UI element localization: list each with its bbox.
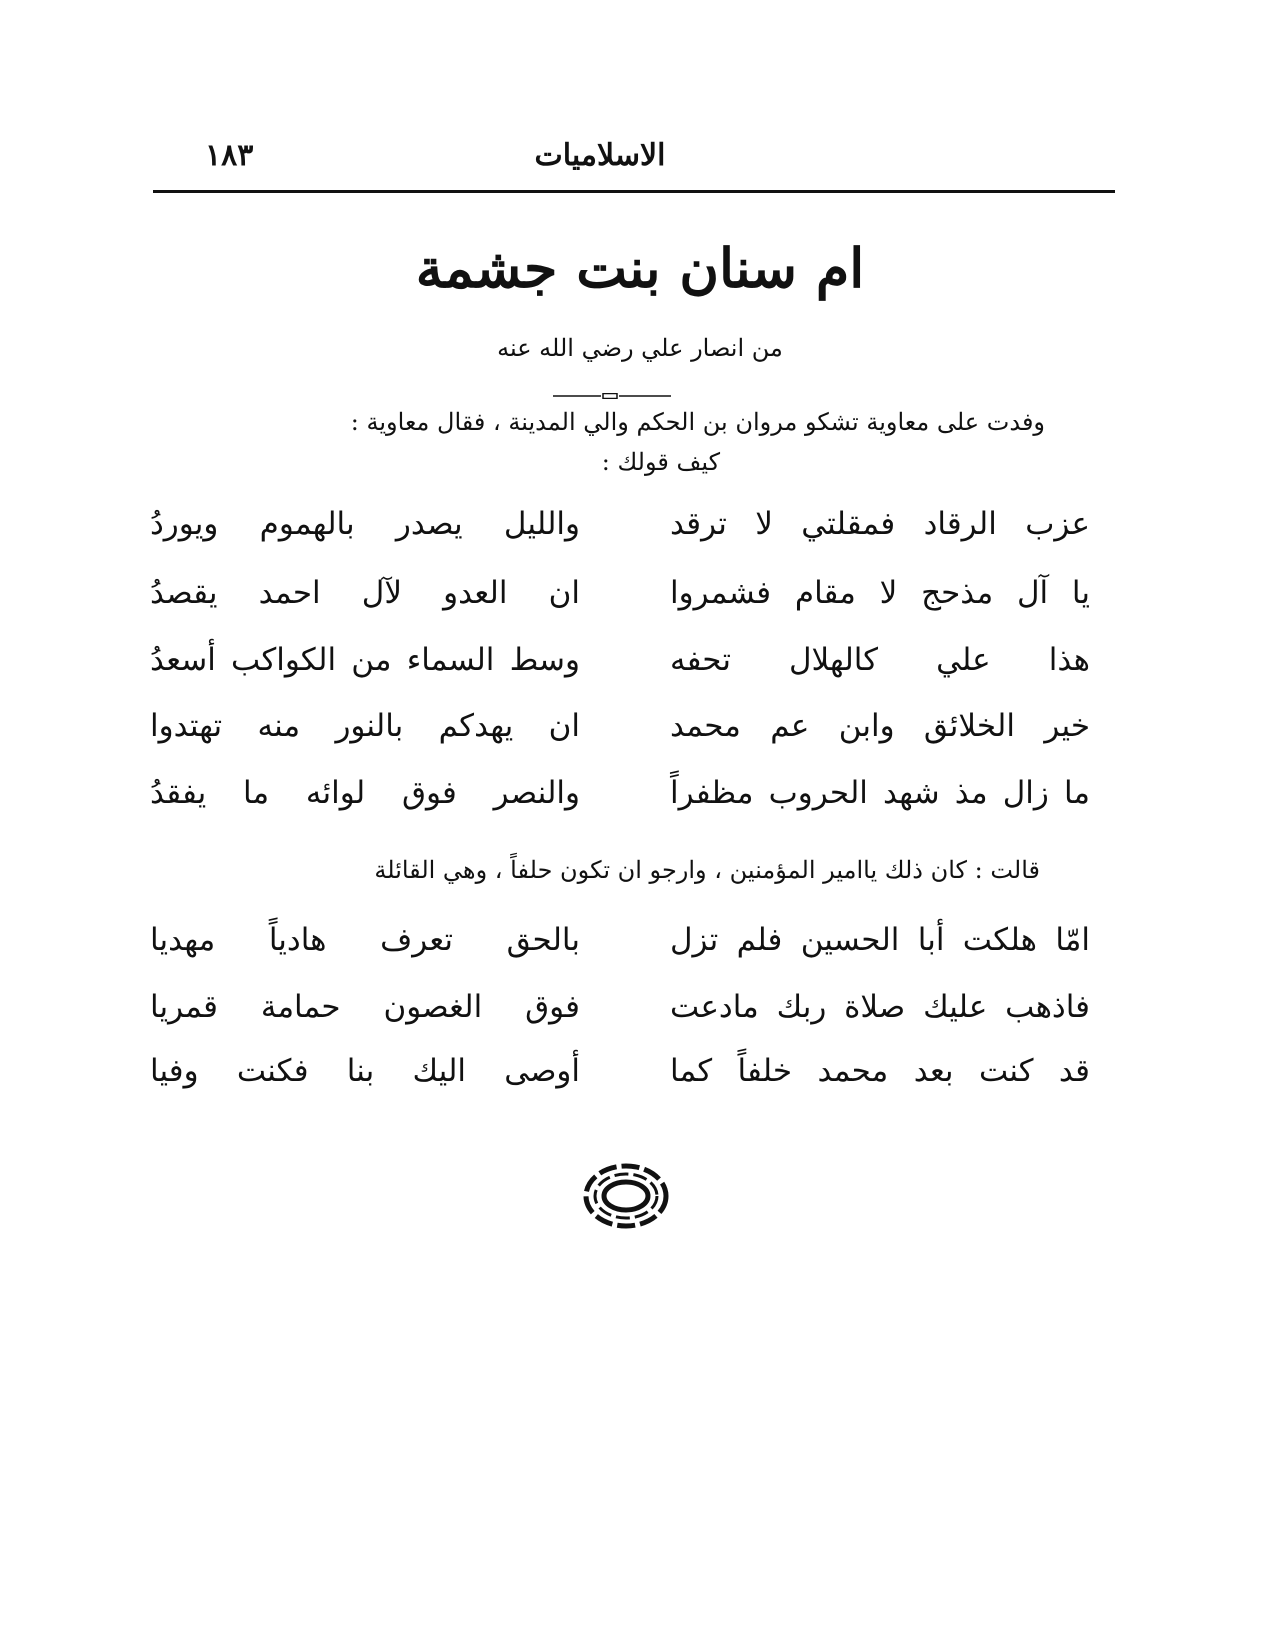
- intro-paragraph-continued: كيف قولك :: [601, 448, 720, 476]
- verse-second-hemistich: ان العدو لآل احمد يقصدُ: [150, 575, 580, 611]
- verse-second-hemistich: والنصر فوق لوائه ما يفقدُ: [150, 775, 580, 811]
- chapter-end-ornament: [581, 1162, 671, 1230]
- verse-second-hemistich: أوصى اليك بنا فكنت وفيا: [150, 1053, 580, 1089]
- verse-first-hemistich: قد كنت بعد محمد خلفاً كما: [670, 1053, 1090, 1089]
- verse-first-hemistich: يا آل مذحج لا مقام فشمروا: [670, 575, 1090, 611]
- page-number: ١٨٣: [205, 138, 254, 173]
- verse-second-hemistich: بالحق تعرف هادياً مهديا: [150, 922, 580, 958]
- verse-second-hemistich: فوق الغصون حمامة قمريا: [150, 989, 580, 1025]
- poem-verse: [150, 982, 1090, 1032]
- header-rule: [153, 190, 1115, 193]
- intro-paragraph: وفدت على معاوية تشكو مروان بن الحكم والي المدينة ، فقال معاوية :: [350, 408, 1045, 436]
- running-header-title: الاسلاميات: [534, 138, 666, 173]
- title-divider-ornament: [553, 393, 671, 399]
- verse-first-hemistich: امّا هلكت أبا الحسين فلم تزل: [670, 922, 1090, 958]
- poem-verse: [150, 701, 1090, 751]
- poem-verse: [150, 915, 1090, 965]
- verse-second-hemistich: ان يهدكم بالنور منه تهتدوا: [150, 708, 580, 744]
- poem-verse: [150, 1046, 1090, 1096]
- poem-verse: [150, 499, 1090, 549]
- narrative-text: قالت : كان ذلك ياامير المؤمنين ، وارجو ان تكون حلفاً ، وهي القائلة: [374, 856, 1040, 884]
- poem-verse: [150, 568, 1090, 618]
- poem-verse: [150, 635, 1090, 685]
- verse-first-hemistich: فاذهب عليك صلاة ربك مادعت: [670, 989, 1090, 1025]
- chapter-title: ام سنان بنت جشمة: [415, 236, 865, 300]
- verse-second-hemistich: وسط السماء من الكواكب أسعدُ: [150, 642, 580, 678]
- chapter-subtitle: من انصار علي رضي الله عنه: [497, 334, 783, 362]
- verse-first-hemistich: هذا علي كالهلال تحفه: [670, 642, 1090, 678]
- verse-second-hemistich: والليل يصدر بالهموم ويوردُ: [150, 506, 580, 542]
- verse-first-hemistich: خير الخلائق وابن عم محمد: [670, 708, 1090, 744]
- verse-first-hemistich: ما زال مذ شهد الحروب مظفراً: [670, 775, 1090, 811]
- verse-first-hemistich: عزب الرقاد فمقلتي لا ترقد: [670, 506, 1090, 542]
- poem-verse: [150, 768, 1090, 818]
